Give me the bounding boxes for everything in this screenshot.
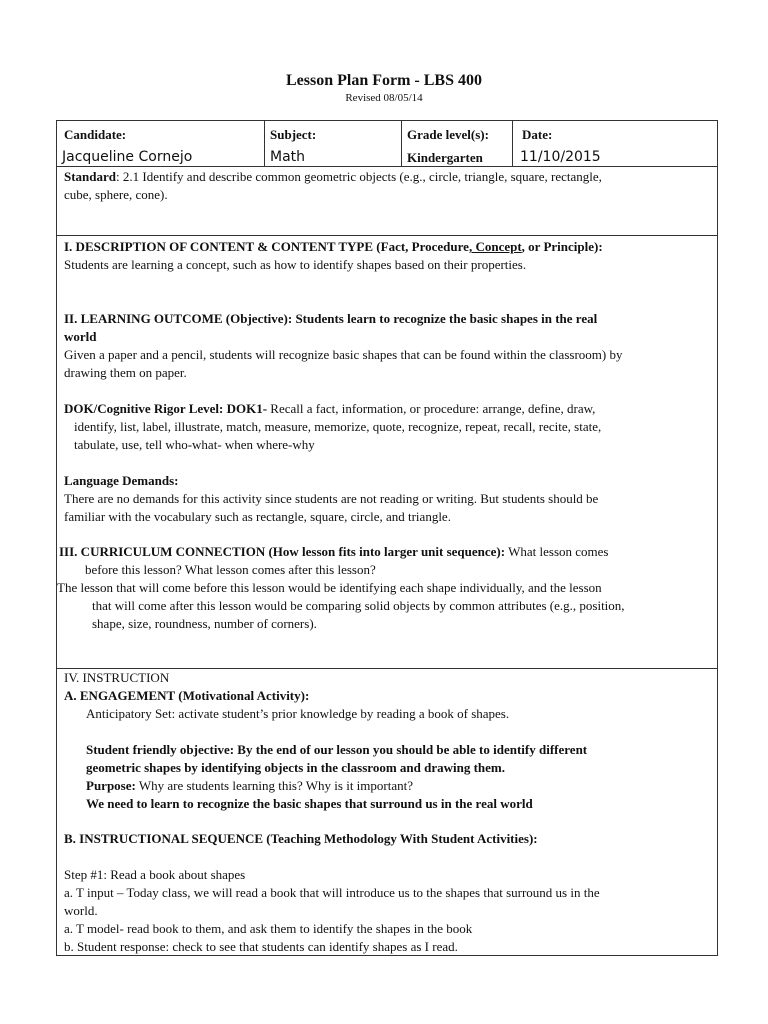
section-1-body: Students are learning a concept, such as how to identify shapes based on their properties. — [64, 257, 527, 272]
section-3-body-2: that will come after this lesson would be comparing solid objects by common attributes (e.g., position, — [92, 598, 625, 613]
info-table — [56, 120, 718, 167]
language-line-1: There are no demands for this activity since students are not reading or writing. But students should be — [64, 491, 599, 506]
candidate-label: Candidate: — [64, 127, 127, 142]
need-line: We need to learn to recognize the basic shapes that surround us in the real world — [86, 796, 533, 811]
section-2-heading: II. LEARNING OUTCOME (Objective): Students learn to recognize the basic shapes in the real — [64, 311, 598, 326]
dok-line-1: DOK/Cognitive Rigor Level: DOK1- Recall a fact, information, or procedure: arrange, define, draw, — [64, 401, 596, 416]
content-section — [56, 235, 718, 669]
objective-line-2: geometric shapes by identifying objects in the classroom and drawing them. — [86, 760, 506, 775]
form-title: Lesson Plan Form - LBS 400 — [285, 72, 482, 89]
language-line-2: familiar with the vocabulary such as rectangle, square, circle, and triangle. — [64, 509, 451, 524]
language-label: Language Demands: — [64, 473, 179, 488]
standard-line-1: Standard: 2.1 Identify and describe common geometric objects (e.g., circle, triangle, square, rectangle, — [64, 169, 602, 184]
revised-date: Revised 08/05/14 — [345, 92, 423, 104]
candidate-value: Jacqueline Cornejo — [62, 149, 193, 165]
dok-line-2: identify, list, label, illustrate, match, measure, memorize, quote, recognize, repeat, recall, recite, state, — [74, 419, 602, 434]
purpose-line: Purpose: Why are students learning this? Why is it important? — [86, 778, 414, 793]
divider — [512, 121, 513, 166]
section-3-heading: III. CURRICULUM CONNECTION (How lesson fits into larger unit sequence): What lesson comes — [59, 544, 609, 559]
subject-value: Math — [270, 149, 306, 165]
standard-label: Standard — [64, 169, 117, 184]
anticipatory-set: Anticipatory Set: activate student’s prior knowledge by reading a book of shapes. — [86, 706, 510, 721]
dok-line-3: tabulate, use, tell who-what- when where-why — [74, 437, 315, 452]
section-3-body-3: shape, size, roundness, number of corners). — [92, 616, 317, 631]
objective-line-1: Student friendly objective: By the end of our lesson you should be able to identify different — [86, 742, 588, 757]
grade-label: Grade level(s): — [407, 127, 489, 142]
engagement-heading: A. ENGAGEMENT (Motivational Activity): — [64, 688, 310, 703]
divider — [401, 121, 402, 166]
date-label: Date: — [522, 127, 553, 142]
instruction-section — [56, 668, 718, 956]
grade-value: Kindergarten — [407, 150, 483, 165]
section-2-heading-cont: world — [64, 329, 97, 344]
standard-section — [56, 166, 718, 236]
step-1: Step #1: Read a book about shapes — [64, 867, 246, 882]
section-2-body-1: Given a paper and a pencil, students will recognize basic shapes that can be found within the classroom) by — [64, 347, 623, 362]
sequence-heading: B. INSTRUCTIONAL SEQUENCE (Teaching Methodology With Student Activities): — [64, 831, 538, 846]
section-2-body-2: drawing them on paper. — [64, 365, 187, 380]
section-4-heading: IV. INSTRUCTION — [64, 670, 170, 685]
standard-line-2: cube, sphere, cone). — [64, 187, 168, 202]
date-value: 11/10/2015 — [520, 149, 601, 165]
divider — [264, 121, 265, 166]
t-input-line-1: a. T input – Today class, we will read a book that will introduce us to the shapes that surround us in the — [64, 885, 600, 900]
student-response: b. Student response: check to see that students can identify shapes as I read. — [64, 939, 458, 954]
section-3-question: before this lesson? What lesson comes after this lesson? — [85, 562, 376, 577]
t-model: a. T model- read book to them, and ask them to identify the shapes in the book — [64, 921, 473, 936]
t-input-line-2: world. — [64, 903, 98, 918]
subject-label: Subject: — [270, 127, 317, 142]
section-3-body-1: The lesson that will come before this lesson would be identifying each shape individually, and the lesson — [57, 580, 602, 595]
section-1-heading: I. DESCRIPTION OF CONTENT & CONTENT TYPE (Fact, Procedure, Concept, or Principle): — [64, 239, 603, 254]
